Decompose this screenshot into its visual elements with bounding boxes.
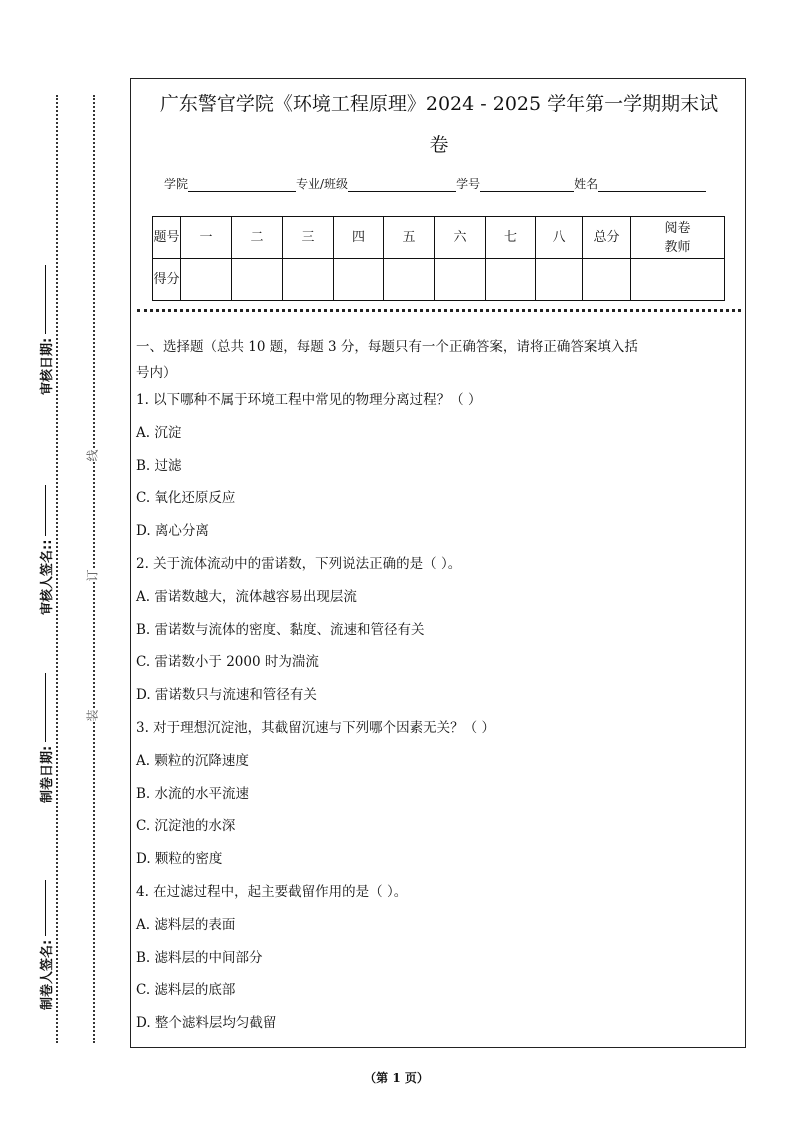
section-heading-cont: 号内）: [136, 365, 177, 381]
score-table: [152, 216, 725, 301]
college-label: 学院: [164, 177, 189, 191]
col-header: 总分: [583, 217, 631, 259]
col-header: 二: [232, 217, 283, 259]
name-label: 姓名: [574, 177, 599, 191]
exam-title-cont: 卷: [429, 134, 449, 156]
answer-option: C. 雷诺数小于 2000 时为湍流: [136, 654, 319, 671]
answer-option: B. 滤料层的中间部分: [136, 949, 263, 966]
answer-option: D. 离心分离: [136, 523, 209, 540]
score-cell[interactable]: [583, 259, 631, 301]
col-header: 八: [536, 217, 583, 259]
answer-option: D. 雷诺数只与流速和管径有关: [136, 687, 317, 704]
answer-option: C. 氧化还原反应: [136, 490, 236, 507]
score-cell[interactable]: [181, 259, 232, 301]
score-cell[interactable]: [435, 259, 486, 301]
bind-char-line: 线: [85, 449, 100, 462]
score-cell[interactable]: [334, 259, 384, 301]
answer-option: D. 整个滤料层均匀截留: [136, 1015, 277, 1032]
col-header: 五: [384, 217, 435, 259]
make-date-field[interactable]: [35, 673, 55, 803]
bind-char-staple: 订: [85, 569, 100, 582]
exam-title: 广东警官学院《环境工程原理》2024 - 2025 学年第一学期期末试: [159, 93, 719, 115]
col-header: 三: [283, 217, 334, 259]
answer-option: A. 滤料层的表面: [136, 916, 236, 933]
page-number: （第 1 页）: [364, 1071, 429, 1085]
answer-option: C. 滤料层的底部: [136, 982, 236, 999]
review-date-field[interactable]: [35, 265, 55, 395]
score-cell[interactable]: [486, 259, 536, 301]
score-table-score-row: [153, 259, 725, 301]
score-cell[interactable]: [232, 259, 283, 301]
question-text: 1. 以下哪种不属于环境工程中常见的物理分离过程？（ ）: [136, 392, 482, 408]
margin-dotted-line: [56, 95, 58, 1043]
section-heading: 一、选择题（总共 10 题，每题 3 分，每题只有一个正确答案，请将正确答案填入括: [136, 339, 638, 355]
col-header: 七: [486, 217, 536, 259]
make-date-label: 制卷日期:: [39, 745, 55, 803]
maker-sign-label: 制卷人签名:: [39, 939, 55, 1010]
question-text: 3. 对于理想沉淀池，其截留沉速与下列哪个因素无关？（ ）: [136, 720, 495, 736]
score-cell[interactable]: [384, 259, 435, 301]
major-class-label: 专业/班级: [296, 177, 349, 191]
bind-char-bind: 装: [85, 709, 100, 722]
student-info-fields: [164, 175, 706, 192]
reviewer-sign-field[interactable]: [35, 485, 55, 615]
score-cell[interactable]: [536, 259, 583, 301]
student-id-input[interactable]: [480, 179, 574, 192]
review-date-label: 审核日期:: [39, 337, 55, 395]
col-header: 四: [334, 217, 384, 259]
question-text: 2. 关于流体流动中的雷诺数，下列说法正确的是（ ）。: [136, 556, 462, 572]
answer-option: A. 颗粒的沉降速度: [136, 752, 249, 769]
answer-option: A. 雷诺数越大，流体越容易出现层流: [136, 588, 357, 605]
student-id-label: 学号: [456, 177, 481, 191]
col-header-grader: 阅卷教师: [631, 217, 725, 259]
answer-option: B. 水流的水平流速: [136, 785, 250, 802]
maker-sign-field[interactable]: [35, 880, 55, 1010]
col-header: 一: [181, 217, 232, 259]
answer-option: B. 过滤: [136, 457, 182, 474]
reviewer-sign-label: 审核人签名::: [39, 539, 55, 615]
answer-option: A. 沉淀: [136, 424, 182, 441]
answer-option: B. 雷诺数与流体的密度、黏度、流速和管径有关: [136, 621, 425, 638]
question-text: 4. 在过滤过程中，起主要截留作用的是（ ）。: [136, 884, 408, 900]
row-label-question: 题号: [153, 217, 181, 259]
score-cell[interactable]: [631, 259, 725, 301]
name-input[interactable]: [598, 179, 706, 192]
separator-dotted-line: [137, 309, 741, 312]
college-input[interactable]: [188, 179, 296, 192]
answer-option: D. 颗粒的密度: [136, 851, 223, 868]
col-header: 六: [435, 217, 486, 259]
major-class-input[interactable]: [348, 179, 456, 192]
exam-content-box: [130, 78, 746, 1048]
score-table-header-row: [153, 217, 725, 259]
score-cell[interactable]: [283, 259, 334, 301]
answer-option: C. 沉淀池的水深: [136, 818, 236, 835]
row-label-score: 得分: [153, 259, 181, 301]
